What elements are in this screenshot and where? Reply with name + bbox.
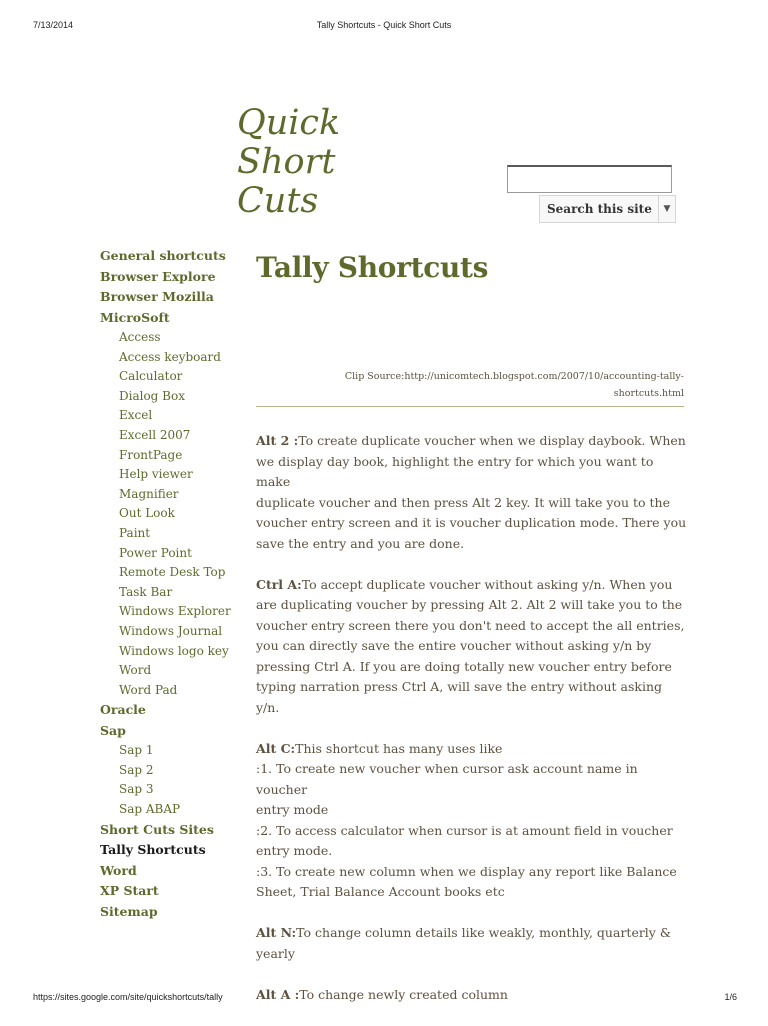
shortcut-text: This shortcut has many uses like [295,740,503,756]
sidebar-subitem[interactable]: Excell 2007 [119,427,191,442]
shortcut-text: To create duplicate voucher when we display daybook. When [298,433,686,448]
sidebar-item[interactable]: MicroSoft [100,309,170,325]
sidebar-subitem[interactable]: Word Pad [119,682,178,697]
shortcut-text: voucher entry screen there you don't need to accept the all entries, [256,617,685,633]
paragraph-line [256,944,688,965]
sidebar-subitem[interactable]: Access keyboard [119,349,221,364]
page-content [256,431,688,1026]
sidebar-subitem[interactable]: Remote Desk Top [119,565,226,580]
shortcut-text: voucher entry screen and it is voucher duplication mode. There you [256,515,687,530]
shortcut-paragraph [256,739,688,903]
shortcut-text: are duplicating voucher by pressing Alt 2. Alt 2 will take you to the [256,597,683,612]
shortcut-text: entry mode [256,802,329,817]
site-title-line[interactable]: Cuts [237,181,319,221]
sidebar-nav [100,246,240,922]
paragraph-line [256,677,688,718]
sidebar-subitem[interactable]: Out Look [119,506,175,521]
shortcut-paragraph [256,575,688,719]
shortcut-text: :2. To access calculator when cursor is at amount field in voucher [256,822,673,838]
sidebar-subitem[interactable]: Word [119,663,152,678]
shortcut-text: :1. To create new voucher when cursor ask account name in voucher [256,761,638,797]
sidebar-subitem[interactable]: Access [119,330,161,344]
sidebar-subitem[interactable]: Windows Explorer [119,604,231,619]
sidebar-subitem[interactable]: Task Bar [119,584,173,599]
shortcut-text: To change newly created column [299,986,508,1002]
site-title-line[interactable]: Short [237,142,336,182]
print-date: 7/13/2014 [33,20,74,30]
search-input[interactable] [507,165,672,193]
paragraph-line [256,862,688,883]
sidebar-item[interactable]: XP Start [100,883,159,899]
sidebar-subitem[interactable]: Sap 2 [119,762,154,777]
shortcut-text: entry mode. [256,843,333,858]
sidebar-subitem[interactable]: Sap 1 [119,743,154,758]
shortcut-paragraph [256,985,688,1006]
clip-source-line: shortcuts.html [613,388,684,399]
sidebar-item[interactable]: Browser Mozilla [100,289,214,304]
sidebar-subitem[interactable]: Power Point [119,545,192,560]
sidebar-subitem[interactable]: Dialog Box [119,388,185,403]
paragraph-line [256,575,688,596]
shortcut-paragraph [256,431,688,554]
sidebar-item[interactable]: General shortcuts [100,248,226,263]
shortcut-paragraph [256,923,688,964]
paragraph-line [256,739,688,760]
shortcut-text: Sheet, Trial Balance Account books etc [256,884,505,899]
sidebar-subitem[interactable]: Sap ABAP [119,802,181,817]
sidebar-item[interactable]: Sap [100,722,126,738]
shortcut-text: pressing Ctrl A. If you are doing totally new voucher entry before [256,658,672,674]
sidebar-subitem[interactable]: Magnifier [119,486,179,501]
paragraph-line [256,493,688,514]
sidebar-item[interactable]: Browser Explore [100,268,216,284]
chevron-down-icon[interactable]: ▼ [663,204,671,214]
shortcut-text: we display day book, highlight the entry for which you want to make [256,453,654,489]
content-divider [256,406,684,407]
shortcut-text: you can directly save the entire voucher without asking y/n by [256,638,652,653]
paragraph-line [256,923,688,944]
shortcut-text: typing narration press Ctrl A, will save the entry without asking y/n. [256,679,662,715]
search-site-button[interactable] [539,195,676,223]
sidebar-item[interactable]: Word [100,862,137,878]
sidebar-subitem[interactable]: Help viewer [119,467,193,482]
print-page-number: 1/6 [724,992,737,1002]
shortcut-text: yearly [256,945,295,961]
shortcut-text: To accept duplicate voucher without asking y/n. When you [301,576,673,592]
paragraph-line [256,985,688,1006]
sidebar-subitem[interactable]: Windows logo key [119,643,229,658]
sidebar-subitem[interactable]: Paint [119,525,151,540]
paragraph-line [256,513,688,534]
paragraph-line [256,882,688,903]
clip-source [300,368,684,402]
print-title: Tally Shortcuts - Quick Short Cuts [316,20,452,30]
sidebar-item[interactable]: Oracle [100,702,146,718]
shortcut-key: Alt A : [256,986,300,1002]
paragraph-line [256,759,688,800]
site-title[interactable] [237,104,417,221]
sidebar-item[interactable]: Short Cuts Sites [100,821,214,837]
paragraph-line [256,431,688,452]
print-url: https://sites.google.com/site/quickshortcuts/tally [33,992,223,1002]
paragraph-line [256,841,688,862]
paragraph-line [256,821,688,842]
shortcut-text: :3. To create new column when we display any report like Balance [256,863,677,879]
paragraph-line [256,595,688,616]
paragraph-line [256,452,688,493]
paragraph-line [256,657,688,678]
sidebar-subitem[interactable]: Excel [119,408,153,423]
sidebar-subitem[interactable]: Windows Journal [119,623,223,638]
site-title-line[interactable]: Quick [237,103,341,143]
shortcut-key: Alt N: [256,925,297,940]
shortcut-text: To change column details like weakly, monthly, quarterly & [296,925,671,940]
shortcut-text: save the entry and you are done. [256,535,465,551]
shortcut-key: Alt C: [256,740,296,756]
shortcut-key: Ctrl A: [256,576,302,592]
paragraph-line [256,534,688,555]
sidebar-item[interactable]: Tally Shortcuts [100,842,206,858]
page-title: Tally Shortcuts [256,251,489,284]
paragraph-line [256,800,688,821]
shortcut-text: duplicate voucher and then press Alt 2 key. It will take you to the [256,494,670,510]
paragraph-line [256,616,688,637]
sidebar-subitem[interactable]: Calculator [119,369,183,384]
shortcut-key: Alt 2 : [256,433,299,448]
sidebar-subitem[interactable]: Sap 3 [119,782,154,797]
paragraph-line [256,636,688,657]
sidebar-item[interactable]: Sitemap [100,903,158,919]
sidebar-subitem[interactable]: FrontPage [119,447,183,462]
search-button-label[interactable]: Search this site [540,196,659,222]
clip-source-line: Clip Source:http://unicomtech.blogspot.com/2007/10/accounting-tally- [344,371,684,382]
